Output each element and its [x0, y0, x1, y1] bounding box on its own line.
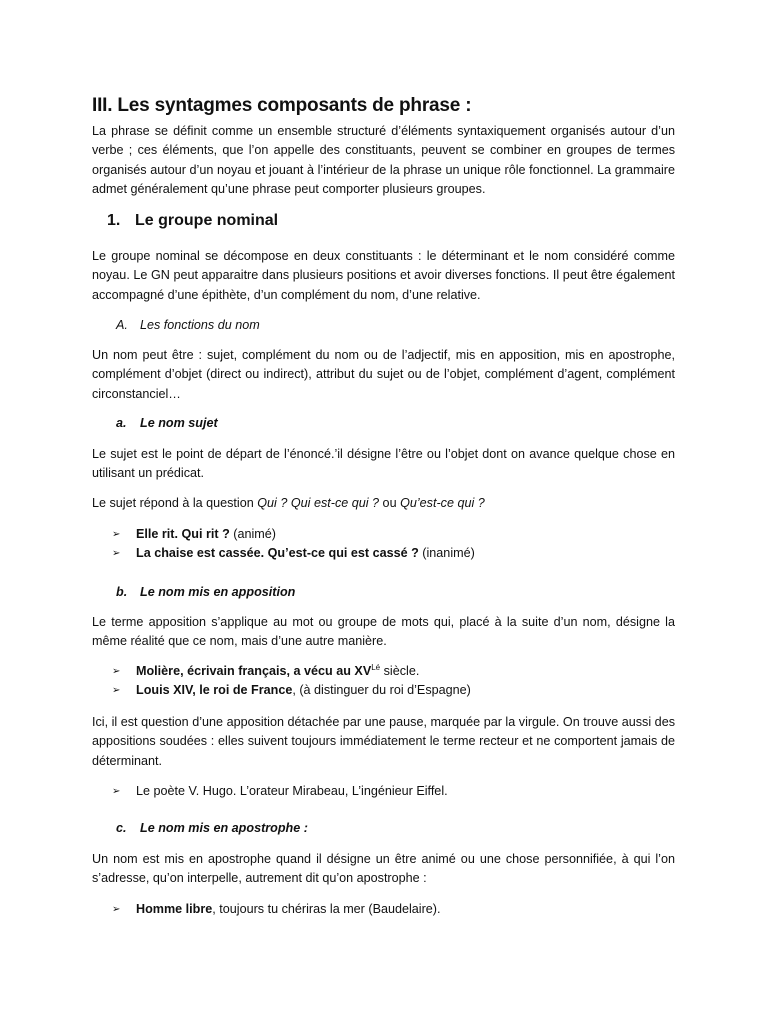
subheading-text: Le nom sujet [140, 416, 218, 430]
arrow-bullet-icon: ➢ [112, 548, 121, 559]
fonctions-paragraph: Un nom peut être : sujet, complément du nom ou de l’adjectif, mis en apposition, mis en apostrophe, complément d’objet (direct ou indirect), attribut du sujet ou de l’objet, complément d’agent, complément circonstanciel… [92, 348, 675, 401]
apposition-paragraph-2: Ici, il est question d’une apposition détachée par une pause, marquée par la virgule. On trouve aussi des appositions soudées : elles suivent toujours immédiatement le terme recteur et ne comportent jamais de déterminant. [92, 715, 675, 768]
question-ou: ou [379, 496, 401, 510]
example-note: , (à distinguer du roi d’Espagne) [292, 683, 471, 697]
arrow-bullet-icon: ➢ [112, 666, 121, 677]
apposition-paragraph: Le terme apposition s’applique au mot ou groupe de mots qui, placé à la suite d’un nom, désigne la même réalité que ce nom, mais d’une autre manière. [92, 615, 675, 649]
subheading-nom-apostrophe [116, 819, 699, 838]
section-number: 1. [107, 212, 121, 229]
subheading-nom-apposition [116, 583, 699, 602]
example-part: , L’ingénieur [344, 784, 417, 798]
example-part: Louis XIV, [136, 683, 200, 697]
nom-sujet-paragraph: Le sujet est le point de départ de l’énoncé.’il désigne l’être ou l’objet dont on avance quelque chose en utilisant un prédicat. [92, 447, 675, 481]
example-apostrophe: Homme libre [136, 902, 213, 916]
subheading-text: Le nom mis en apostrophe : [140, 821, 308, 835]
example-apposition: le roi de France [199, 683, 293, 697]
apostrophe-paragraph: Un nom est mis en apostrophe quand il désigne un être animé ou une chose personnifiée, à qui l’on s’adresse, qu’on interpelle, autrement dit qu’on apostrophe : [92, 852, 675, 886]
example-part: . [444, 784, 448, 798]
example-note: (animé) [229, 527, 276, 541]
subheading-marker: a. [116, 416, 127, 430]
subheading-fonctions-du-nom [116, 316, 699, 335]
subheading-marker: b. [116, 585, 128, 599]
example-part: Eiffel [416, 784, 445, 798]
example-note: (inanimé) [418, 546, 475, 560]
arrow-bullet-icon: ➢ [112, 529, 121, 540]
page-title: III. Les syntagmes composants de phrase : [92, 95, 472, 116]
example-part: . L’orateur [232, 784, 293, 798]
list-item [112, 782, 695, 802]
list-item [112, 900, 695, 920]
subheading-text: Les fonctions du nom [140, 318, 260, 332]
example-apposition: écrivain français [187, 664, 287, 678]
example-superscript: Lé [371, 662, 381, 672]
arrow-bullet-icon: ➢ [112, 685, 121, 696]
intro-paragraph: La phrase se définit comme un ensemble structuré d’éléments syntaxiquement organisés autour d’un verbe ; ces éléments, que l’on appelle des constituants, peuvent se combiner en groupes de termes organisés autour d’un noyau et jouant à l’intérieur de la phrase un unique rôle fonctionnel. La grammaire admet généralement qu’une phrase peut comporter plusieurs groupes. [92, 124, 675, 196]
subheading-marker: c. [116, 821, 127, 835]
question-line [92, 494, 675, 513]
arrow-bullet-icon: ➢ [112, 904, 121, 915]
section-heading-groupe-nominal [107, 211, 667, 231]
example-part: , toujours tu chériras la mer (Baudelaire). [212, 902, 441, 916]
example-bold: La chaise est cassée. Qu’est-ce qui est cassé ? [136, 546, 419, 560]
list-item [112, 681, 695, 701]
example-part: siècle. [380, 664, 420, 678]
list-item [112, 525, 695, 545]
subheading-nom-sujet [116, 414, 699, 433]
example-part: Mirabeau [292, 784, 345, 798]
example-bold: Elle rit. Qui rit ? [136, 527, 230, 541]
list-item [112, 544, 695, 564]
example-part: Molière, [136, 664, 188, 678]
example-part: V. Hugo [188, 784, 233, 798]
groupe-nominal-paragraph: Le groupe nominal se décompose en deux constituants : le déterminant et le nom considéré comme noyau. Le GN peut apparaitre dans plusieurs positions et avoir diverses fonctions. Il peut être également accompagné d’une épithète, d’un complément du nom, d’une relative. [92, 249, 675, 302]
list-item [112, 662, 695, 682]
example-part: Le poète [136, 784, 189, 798]
example-part: , a vécu au XV [286, 664, 372, 678]
subheading-marker: A. [116, 318, 128, 332]
subheading-text: Le nom mis en apposition [140, 585, 296, 599]
arrow-bullet-icon: ➢ [112, 786, 121, 797]
question-qui: Qui ? Qui est-ce qui ? [257, 496, 380, 510]
section-heading-text: Le groupe nominal [135, 212, 279, 229]
question-quest-ce: Qu’est-ce qui ? [400, 496, 485, 510]
question-lead: Le sujet répond à la question [92, 496, 258, 510]
